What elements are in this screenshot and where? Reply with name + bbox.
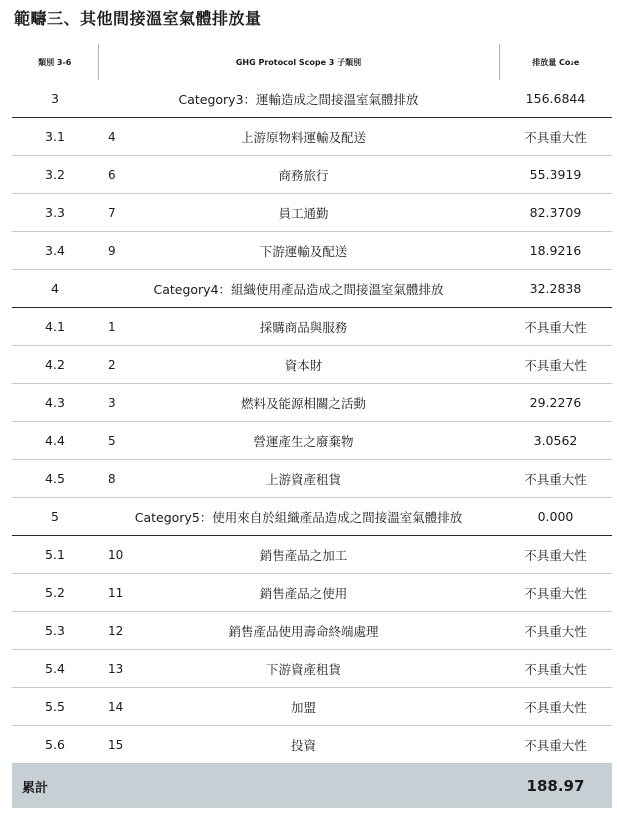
ghg-scope3-number: 9 (108, 243, 116, 258)
subcategory-name: 下游資產租貨 (265, 661, 341, 677)
subcategory-row (12, 650, 612, 688)
subcategory-id: 5.3 (45, 623, 65, 638)
subcategory-emissions: 3.0562 (533, 433, 578, 448)
subcategory-cell (98, 574, 499, 612)
subcategory-emissions: 不具重大性 (524, 585, 587, 601)
category-name: Category5：使用來自於組織產品造成之間接溫室氣體排放 (134, 509, 463, 525)
subcategory-cell (98, 118, 499, 156)
category-name: Category4：組織使用產品造成之間接溫室氣體排放 (153, 281, 444, 297)
ghg-scope3-number: 11 (108, 585, 124, 600)
subcategory-name: 採購商品與服務 (259, 319, 348, 335)
subcategory-id: 5.2 (45, 585, 65, 600)
subcategory-name: 上游資產租貨 (265, 471, 341, 487)
subcategory-name: 商務旅行 (278, 167, 329, 183)
ghg-scope3-number: 6 (108, 167, 116, 182)
subcategory-row (12, 536, 612, 574)
page-title: 範疇三、其他間接溫室氣體排放量 (14, 9, 262, 28)
ghg-scope3-number: 13 (108, 661, 124, 676)
subcategory-row (12, 118, 612, 156)
subcategory-row (12, 308, 612, 346)
table-body (12, 80, 612, 808)
subcategory-emissions: 82.3709 (529, 205, 582, 220)
subcategory-id: 4.4 (45, 433, 65, 448)
category-row (12, 498, 612, 536)
subcategory-cell (98, 346, 499, 384)
category-row (12, 270, 612, 308)
subcategory-row (12, 460, 612, 498)
subcategory-row (12, 574, 612, 612)
subcategory-row (12, 156, 612, 194)
header-subcategory: GHG Protocol Scope 3 子類別 (98, 44, 499, 80)
subcategory-cell (98, 156, 499, 194)
subcategory-row (12, 384, 612, 422)
subcategory-row (12, 422, 612, 460)
subcategory-emissions: 不具重大性 (524, 129, 587, 145)
subcategory-name: 上游原物料運輸及配送 (240, 129, 366, 145)
subcategory-row (12, 612, 612, 650)
subcategory-emissions: 不具重大性 (524, 699, 587, 715)
subcategory-id: 3.2 (45, 167, 65, 182)
ghg-scope3-number: 7 (108, 205, 116, 220)
ghg-scope3-number: 2 (108, 357, 116, 372)
subcategory-row (12, 726, 612, 764)
subcategory-name: 下游運輸及配送 (259, 243, 348, 259)
subcategory-id: 5.4 (45, 661, 65, 676)
subcategory-emissions: 不具重大性 (524, 623, 587, 639)
subcategory-name: 銷售產品之加工 (259, 547, 348, 563)
subcategory-row (12, 194, 612, 232)
subcategory-id: 4.1 (45, 319, 65, 334)
subcategory-cell (98, 308, 499, 346)
category-name: Category3：運輸造成之間接溫室氣體排放 (178, 91, 419, 107)
total-label: 累計 (22, 780, 49, 796)
subcategory-id: 5.6 (45, 737, 65, 752)
category-emissions: 0.000 (537, 509, 574, 524)
category-emissions: 32.2838 (529, 281, 582, 296)
subcategory-emissions: 18.9216 (529, 243, 582, 258)
subcategory-row (12, 232, 612, 270)
table-header-row (12, 44, 612, 80)
ghg-scope3-number: 10 (108, 547, 124, 562)
category-id: 5 (51, 509, 59, 524)
category-emissions: 156.6844 (525, 91, 586, 106)
subcategory-emissions: 55.3919 (529, 167, 582, 182)
subcategory-id: 3.4 (45, 243, 65, 258)
total-row (12, 764, 612, 809)
subcategory-cell (98, 650, 499, 688)
subcategory-row (12, 346, 612, 384)
subcategory-cell (98, 726, 499, 764)
subcategory-emissions: 不具重大性 (524, 319, 587, 335)
subcategory-emissions: 不具重大性 (524, 471, 587, 487)
subcategory-cell (98, 232, 499, 270)
scope3-emissions-table (12, 44, 612, 808)
subcategory-id: 5.1 (45, 547, 65, 562)
ghg-scope3-number: 3 (108, 395, 116, 410)
subcategory-cell (98, 422, 499, 460)
category-id: 4 (51, 281, 59, 296)
ghg-scope3-number: 12 (108, 623, 124, 638)
ghg-scope3-number: 8 (108, 471, 116, 486)
subcategory-emissions: 不具重大性 (524, 661, 587, 677)
subcategory-emissions: 不具重大性 (524, 547, 587, 563)
header-emissions: 排放量 Co₂e (532, 57, 580, 67)
subcategory-cell (98, 460, 499, 498)
subcategory-row (12, 688, 612, 726)
subcategory-name: 加盟 (290, 699, 316, 715)
subcategory-name: 燃料及能源相關之活動 (240, 395, 366, 411)
subcategory-id: 4.2 (45, 357, 65, 372)
ghg-scope3-number: 14 (108, 699, 124, 714)
subcategory-emissions: 不具重大性 (524, 357, 587, 373)
subcategory-cell (98, 194, 499, 232)
total-value: 188.97 (526, 777, 585, 795)
subcategory-id: 4.3 (45, 395, 65, 410)
subcategory-name: 資本財 (284, 357, 323, 373)
subcategory-cell (98, 612, 499, 650)
subcategory-id: 5.5 (45, 699, 65, 714)
subcategory-emissions: 不具重大性 (524, 737, 587, 753)
category-id: 3 (51, 91, 59, 106)
subcategory-name: 投資 (290, 737, 316, 753)
subcategory-cell (98, 536, 499, 574)
category-row (12, 80, 612, 118)
subcategory-name: 營運產生之廢棄物 (253, 433, 354, 449)
ghg-scope3-number: 4 (108, 129, 116, 144)
ghg-scope3-number: 15 (108, 737, 124, 752)
subcategory-name: 銷售產品之使用 (259, 585, 348, 601)
subcategory-id: 3.3 (45, 205, 65, 220)
subcategory-cell (98, 688, 499, 726)
subcategory-id: 4.5 (45, 471, 65, 486)
subcategory-id: 3.1 (45, 129, 65, 144)
header-category: 類別 3-6 (12, 44, 98, 80)
subcategory-name: 員工通勤 (278, 205, 329, 221)
subcategory-emissions: 29.2276 (529, 395, 582, 410)
ghg-scope3-number: 1 (108, 319, 116, 334)
subcategory-name: 銷售產品使用壽命終端處理 (228, 623, 379, 639)
ghg-scope3-number: 5 (108, 433, 116, 448)
subcategory-cell (98, 384, 499, 422)
